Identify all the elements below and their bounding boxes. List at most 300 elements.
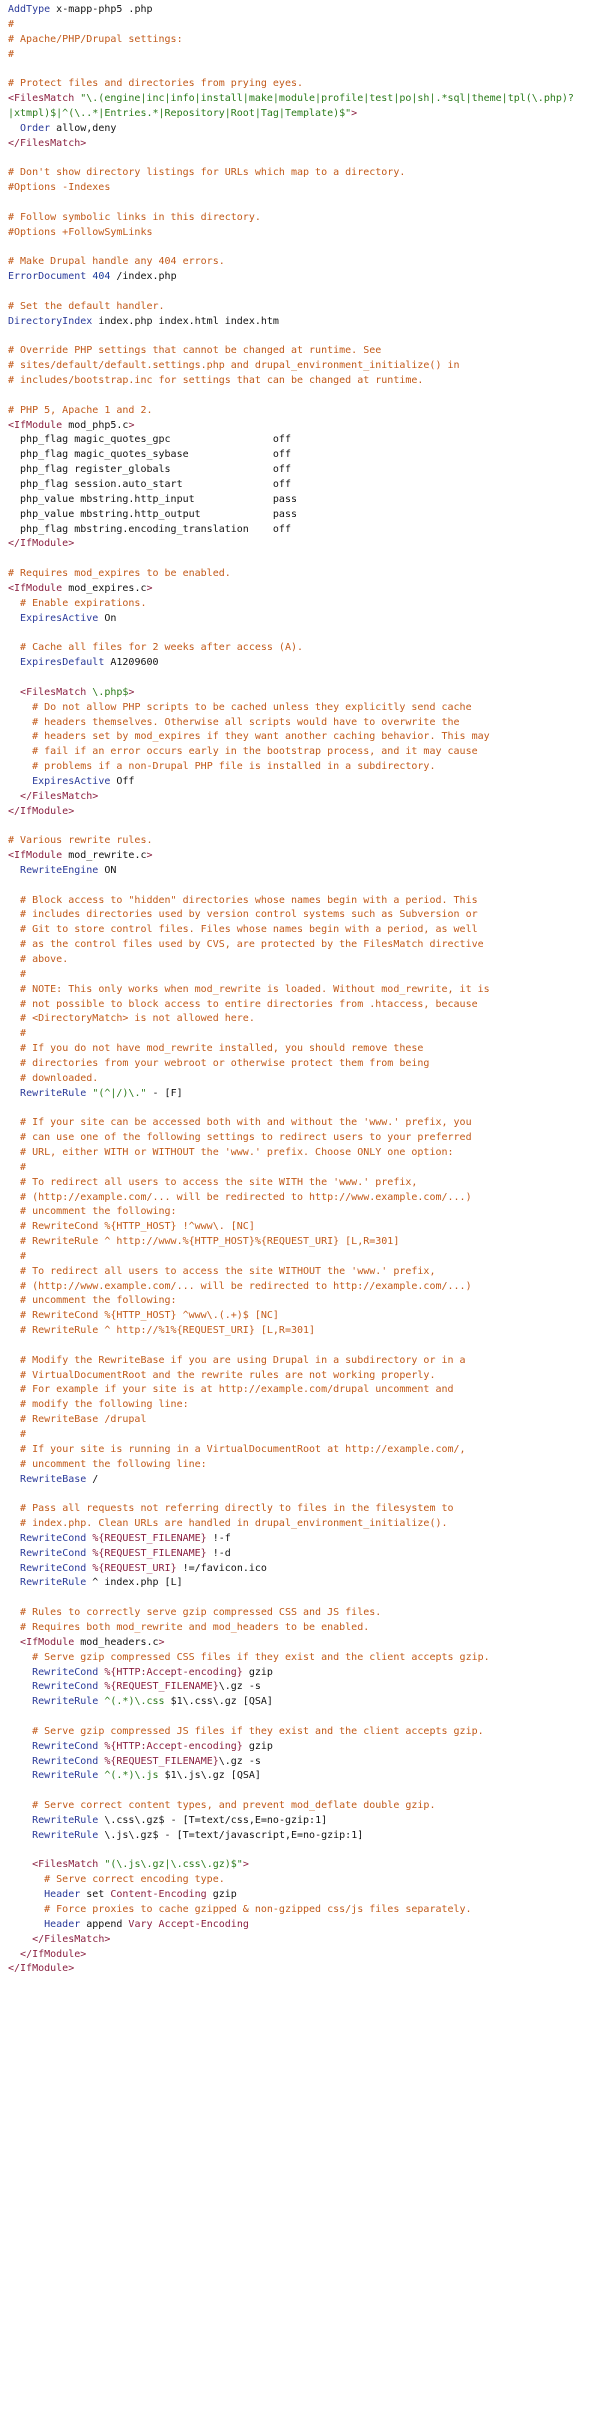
code-tag: > <box>128 686 135 698</box>
code-text: \.css\.gz$ - [T=text/css,E=no-gzip:1] <box>98 1814 328 1826</box>
code-string: |xtmpl)$|^(\..*|Entries.*|Repository|Root|Tag|Template)$" <box>8 107 352 119</box>
code-comment: # sites/default/default.settings.php and drupal_environment_initialize() in <box>8 360 460 372</box>
code-line <box>8 433 600 448</box>
code-line <box>8 1695 600 1710</box>
code-directive: RewriteBase <box>20 1473 87 1485</box>
code-text <box>8 731 32 742</box>
code-line <box>8 1369 600 1384</box>
code-line <box>8 463 600 478</box>
code-comment: # Serve correct content types, and prevent mod_deflate double gzip. <box>32 1800 436 1812</box>
code-line <box>8 1769 600 1784</box>
code-tag: <IfModule <box>8 419 69 431</box>
code-line <box>8 196 600 211</box>
code-text <box>8 1073 20 1084</box>
code-text <box>8 1474 20 1485</box>
code-comment: # fail if an error occurs early in the bootstrap process, and it may cause <box>32 746 478 758</box>
code-text: append <box>80 1918 129 1930</box>
code-text <box>8 1607 20 1618</box>
code-text <box>8 939 20 950</box>
code-line <box>8 1740 600 1755</box>
code-text: !=/favicon.ico <box>176 1562 267 1574</box>
code-tag: </IfModule> <box>8 538 75 550</box>
code-comment: # PHP 5, Apache 1 and 2. <box>8 404 153 416</box>
code-directive: ExpiresActive <box>20 612 99 624</box>
code-tag: <FilesMatch <box>20 686 93 698</box>
code-line <box>8 1235 600 1250</box>
code-text <box>8 1934 32 1945</box>
code-line <box>8 1309 600 1324</box>
code-text <box>8 1548 20 1559</box>
code-comment: # includes directories used by version control systems such as Subversion or <box>20 909 478 921</box>
code-comment: # Various rewrite rules. <box>8 835 153 847</box>
code-line <box>8 1903 600 1918</box>
code-line <box>8 1265 600 1280</box>
code-directive: ErrorDocument <box>8 271 87 283</box>
code-line <box>8 1814 600 1829</box>
code-tag: > <box>128 419 135 431</box>
code-line <box>8 77 600 92</box>
code-comment: #Options +FollowSymLinks <box>8 226 153 238</box>
code-text <box>8 1874 44 1885</box>
code-text <box>8 1192 20 1203</box>
code-line <box>8 1116 600 1131</box>
code-line <box>8 775 600 790</box>
code-line <box>8 1680 600 1695</box>
code-line <box>8 404 600 419</box>
code-line <box>8 1962 600 1977</box>
code-text <box>8 1904 44 1915</box>
code-comment: # RewriteCond %{HTTP_HOST} !^www\. [NC] <box>20 1221 255 1233</box>
code-tag: > <box>242 1859 249 1871</box>
code-comment: # (http://example.com/... will be redirected to http://www.example.com/...) <box>20 1191 472 1203</box>
code-text <box>8 1518 20 1529</box>
code-text: php_flag session.auto_start off <box>8 479 291 490</box>
code-line <box>8 330 600 345</box>
code-text: gzip <box>206 1889 237 1901</box>
code-comment: # Enable expirations. <box>20 597 147 609</box>
code-directive: RewriteCond <box>32 1666 99 1678</box>
code-line <box>8 597 600 612</box>
code-line <box>8 1651 600 1666</box>
code-text: $1\.js\.gz [QSA] <box>158 1770 261 1782</box>
code-line <box>8 1012 600 1027</box>
code-line <box>8 1413 600 1428</box>
code-line <box>8 552 600 567</box>
code-directive: RewriteCond <box>20 1562 87 1574</box>
code-variable: %{REQUEST_FILENAME} <box>92 1547 207 1559</box>
code-line <box>8 1383 600 1398</box>
code-text: \.gz -s <box>218 1755 261 1767</box>
code-text <box>8 969 20 980</box>
code-variable: %{HTTP:Accept-encoding} <box>104 1666 243 1678</box>
code-text <box>8 1800 32 1811</box>
code-line <box>8 612 600 627</box>
code-tag: </IfModule> <box>8 1963 75 1975</box>
code-comment: # above. <box>20 954 69 965</box>
code-line <box>8 849 600 864</box>
code-line <box>8 285 600 300</box>
code-comment: # <box>20 1028 27 1040</box>
code-line <box>8 270 600 285</box>
code-text <box>8 1741 32 1752</box>
code-comment: # (http://www.example.com/... will be redirected to http://example.com/...) <box>20 1280 472 1292</box>
code-comment: # Do not allow PHP scripts to be cached unless they explicitly send cache <box>32 701 472 713</box>
code-line <box>8 1473 600 1488</box>
code-comment: # uncomment the following: <box>20 1206 177 1218</box>
code-line <box>8 1710 600 1725</box>
code-text: mod_expires.c <box>68 582 147 594</box>
code-comment: # Serve correct encoding type. <box>44 1874 225 1886</box>
code-text <box>8 1384 20 1395</box>
code-comment: # Serve gzip compressed CSS files if they exist and the client accepts gzip. <box>32 1651 490 1663</box>
code-line <box>8 523 600 538</box>
code-line <box>8 1087 600 1102</box>
code-line <box>8 730 600 745</box>
code-text <box>8 1177 20 1188</box>
code-text <box>8 1681 32 1692</box>
code-comment: # To redirect all users to access the site WITHOUT the 'www.' prefix, <box>20 1265 436 1277</box>
code-line <box>8 33 600 48</box>
code-line <box>8 834 600 849</box>
code-comment: # includes/bootstrap.inc for settings that can be changed at runtime. <box>8 375 424 387</box>
code-text: ^ index.php [L] <box>86 1577 183 1589</box>
code-text <box>8 1696 32 1707</box>
code-line <box>8 1354 600 1369</box>
code-text <box>8 598 20 609</box>
code-text: php_value mbstring.http_output pass <box>8 508 297 520</box>
code-comment: # Force proxies to cache gzipped & non-gzipped css/js files separately. <box>44 1904 472 1915</box>
code-line <box>8 953 600 968</box>
code-directive: Order <box>20 122 51 134</box>
code-line <box>8 1176 600 1191</box>
code-text: ON <box>98 864 117 876</box>
code-comment: # Override PHP settings that cannot be changed at runtime. See <box>8 345 382 357</box>
code-comment: # as the control files used by CVS, are protected by the FilesMatch directive <box>20 939 484 951</box>
code-comment: # problems if a non-Drupal PHP file is installed in a subdirectory. <box>32 761 436 773</box>
code-line <box>8 1636 600 1651</box>
code-text <box>8 1667 32 1678</box>
code-text <box>8 123 20 134</box>
code-line <box>8 671 600 686</box>
code-text <box>8 1355 20 1366</box>
code-comment: # Apache/PHP/Drupal settings: <box>8 33 183 45</box>
code-line <box>8 760 600 775</box>
code-line <box>8 1057 600 1072</box>
code-line <box>8 1398 600 1413</box>
code-line <box>8 879 600 894</box>
code-line <box>8 1532 600 1547</box>
code-tag: </FilesMatch> <box>20 790 99 802</box>
code-line <box>8 864 600 879</box>
code-line <box>8 626 600 641</box>
code-comment: # directories from your webroot or otherwise protect them from being <box>20 1057 430 1069</box>
code-line <box>8 1948 600 1963</box>
code-directive: RewriteRule <box>32 1829 99 1841</box>
code-text <box>8 1459 20 1470</box>
code-text <box>8 1013 20 1024</box>
code-text <box>8 1756 32 1767</box>
code-comment: # For example if your site is at http://example.com/drupal uncomment and <box>20 1384 454 1396</box>
code-line <box>8 18 600 33</box>
code-line <box>8 226 600 241</box>
code-variable: Accept-Encoding <box>158 1918 249 1930</box>
code-comment: # modify the following line: <box>20 1399 189 1411</box>
code-text <box>8 1919 44 1930</box>
code-comment: # Protect files and directories from prying eyes. <box>8 78 304 90</box>
code-text <box>8 1266 20 1277</box>
code-comment: # Make Drupal handle any 404 errors. <box>8 256 225 268</box>
code-text: \.gz -s <box>218 1681 261 1693</box>
code-directive: ExpiresDefault <box>20 657 105 669</box>
code-tag: <IfModule <box>8 582 69 594</box>
code-text: php_flag magic_quotes_sybase off <box>8 449 291 461</box>
code-comment: #Options -Indexes <box>8 182 111 194</box>
code-line <box>8 582 600 597</box>
code-text <box>8 1533 20 1544</box>
code-line <box>8 1428 600 1443</box>
code-line <box>8 1829 600 1844</box>
code-text: On <box>98 612 117 624</box>
code-variable: %{REQUEST_FILENAME} <box>104 1681 219 1693</box>
code-directive: Header <box>44 1918 81 1930</box>
code-comment: # headers set by mod_expires if they want another caching behavior. This may <box>32 731 490 743</box>
code-comment: # <box>20 1250 27 1262</box>
code-text <box>8 1162 20 1173</box>
code-text <box>8 1577 20 1588</box>
code-text <box>8 761 32 772</box>
code-line <box>8 62 600 77</box>
code-text <box>8 1726 32 1737</box>
code-comment: # <box>8 48 15 60</box>
code-text <box>8 1622 20 1633</box>
code-line <box>8 107 600 122</box>
code-text <box>8 776 32 787</box>
code-line <box>8 1072 600 1087</box>
code-comment: # can use one of the following settings to redirect users to your preferred <box>20 1132 472 1144</box>
code-text: gzip <box>242 1666 273 1678</box>
code-line <box>8 1858 600 1873</box>
code-variable: %{REQUEST_FILENAME} <box>104 1755 219 1767</box>
code-line <box>8 790 600 805</box>
code-directive: RewriteRule <box>32 1770 99 1782</box>
code-directive: RewriteRule <box>32 1696 99 1708</box>
code-text: php_flag mbstring.encoding_translation off <box>8 523 291 535</box>
code-directive: DirectoryIndex <box>8 315 93 327</box>
code-text <box>8 1281 20 1292</box>
code-text <box>8 1503 20 1514</box>
code-text <box>8 1859 32 1870</box>
code-comment: # uncomment the following: <box>20 1295 177 1307</box>
code-text <box>8 1043 20 1054</box>
code-line <box>8 656 600 671</box>
code-line <box>8 1576 600 1591</box>
code-comment: # <DirectoryMatch> is not allowed here. <box>20 1013 255 1025</box>
code-line <box>8 1042 600 1057</box>
code-text: x-mapp-php5 .php <box>50 4 153 15</box>
code-text <box>8 1206 20 1217</box>
code-text: \.js\.gz$ - [T=text/javascript,E=no-gzip:1] <box>98 1829 364 1841</box>
code-text <box>8 1310 20 1321</box>
code-text <box>8 1399 20 1410</box>
code-text: !-f <box>206 1532 231 1544</box>
code-line <box>8 1502 600 1517</box>
code-text: / <box>86 1473 99 1485</box>
code-line <box>8 938 600 953</box>
code-comment: # RewriteBase /drupal <box>20 1414 147 1426</box>
code-text: set <box>80 1889 111 1901</box>
code-tag: </IfModule> <box>20 1948 87 1960</box>
code-line <box>8 137 600 152</box>
code-text <box>8 791 20 802</box>
code-comment: # RewriteRule ^ http://www.%{HTTP_HOST}%{REQUEST_URI} [L,R=301] <box>20 1236 400 1248</box>
code-tag: > <box>351 107 358 119</box>
code-comment: # headers themselves. Otherwise all scripts would have to overwrite the <box>32 716 460 728</box>
code-line <box>8 448 600 463</box>
code-directive: RewriteCond <box>32 1681 99 1693</box>
code-tag: <FilesMatch <box>8 93 81 105</box>
code-text <box>8 865 20 876</box>
code-line <box>8 537 600 552</box>
code-text: mod_headers.c <box>80 1636 159 1648</box>
code-line <box>8 1725 600 1740</box>
code-line <box>8 1844 600 1859</box>
code-line <box>8 1131 600 1146</box>
code-comment: # Modify the RewriteBase if you are using Drupal in a subdirectory or in a <box>20 1354 466 1366</box>
code-directive: RewriteCond <box>32 1755 99 1767</box>
code-line <box>8 1606 600 1621</box>
code-text <box>8 687 20 698</box>
code-line <box>8 908 600 923</box>
code-comment: # Follow symbolic links in this directory. <box>8 211 261 223</box>
code-text: php_flag register_globals off <box>8 464 291 476</box>
code-text <box>8 954 20 965</box>
code-text <box>8 1429 20 1440</box>
code-directive: AddType <box>8 4 51 15</box>
code-text: allow,deny <box>50 122 117 134</box>
code-line <box>8 1161 600 1176</box>
code-comment: # <box>20 1161 27 1173</box>
code-tag: <IfModule <box>20 1636 81 1648</box>
code-line <box>8 716 600 731</box>
code-comment: # Rules to correctly serve gzip compressed CSS and JS files. <box>20 1607 382 1619</box>
code-text <box>8 1221 20 1232</box>
code-comment: # If your site is running in a VirtualDocumentRoot at http://example.com/, <box>20 1443 466 1455</box>
code-line <box>8 1487 600 1502</box>
code-string: \.php$ <box>92 686 129 698</box>
code-directive: RewriteRule <box>32 1814 99 1826</box>
code-string: "(\.js\.gz|\.css\.gz)$" <box>104 1859 243 1871</box>
code-comment: # uncomment the following line: <box>20 1458 207 1470</box>
code-line <box>8 1888 600 1903</box>
code-text <box>8 702 32 713</box>
code-text: /index.php <box>110 271 177 283</box>
code-tag: <FilesMatch <box>32 1859 105 1871</box>
code-line <box>8 300 600 315</box>
code-line <box>8 998 600 1013</box>
code-directive: ExpiresActive <box>32 775 111 787</box>
code-line <box>8 255 600 270</box>
code-text <box>8 1028 20 1039</box>
code-comment: # If your site can be accessed both with and without the 'www.' prefix, you <box>20 1117 472 1129</box>
code-directive: RewriteRule <box>20 1087 87 1099</box>
code-line <box>8 1205 600 1220</box>
code-tag: </IfModule> <box>8 805 75 817</box>
code-comment: # <box>8 18 15 30</box>
code-directive: RewriteCond <box>32 1740 99 1752</box>
code-comment: # not possible to block access to entire directories from .htaccess, because <box>20 998 478 1010</box>
code-text <box>8 642 20 653</box>
code-variable: %{HTTP:Accept-encoding} <box>104 1740 243 1752</box>
code-line <box>8 1101 600 1116</box>
code-line <box>8 241 600 256</box>
code-text: mod_php5.c <box>68 419 129 431</box>
code-comment: # Set the default handler. <box>8 300 165 312</box>
code-text: - [F] <box>146 1087 183 1099</box>
code-text <box>8 1444 20 1455</box>
code-comment: # <box>20 968 27 980</box>
code-comment: # Pass all requests not referring directly to files in the filesystem to <box>20 1503 454 1515</box>
code-text: mod_rewrite.c <box>68 850 147 862</box>
code-text <box>8 1058 20 1069</box>
code-line <box>8 1621 600 1636</box>
code-text: gzip <box>242 1740 273 1752</box>
code-string: "(^|/)\." <box>92 1087 147 1099</box>
code-text <box>8 1295 20 1306</box>
code-line <box>8 151 600 166</box>
code-tag: </FilesMatch> <box>8 137 87 149</box>
code-comment: # VirtualDocumentRoot and the rewrite rules are not working properly. <box>20 1369 436 1381</box>
code-comment: # downloaded. <box>20 1072 99 1084</box>
code-text <box>8 984 20 995</box>
code-comment: # RewriteCond %{HTTP_HOST} ^www\.(.+)$ [NC] <box>20 1310 279 1322</box>
code-comment: # index.php. Clean URLs are handled in drupal_environment_initialize(). <box>20 1518 448 1530</box>
code-line <box>8 1146 600 1161</box>
code-text <box>8 1414 20 1425</box>
code-line <box>8 1324 600 1339</box>
code-tag: > <box>146 850 153 862</box>
code-line <box>8 1458 600 1473</box>
code-comment: # If you do not have mod_rewrite installed, you should remove these <box>20 1043 424 1055</box>
code-text <box>8 1147 20 1158</box>
code-line <box>8 1191 600 1206</box>
code-text <box>8 717 32 728</box>
code-tag: <IfModule <box>8 850 69 862</box>
code-text: Off <box>110 775 135 787</box>
code-directive: Header <box>44 1889 81 1901</box>
code-line <box>8 1933 600 1948</box>
code-text <box>8 657 20 668</box>
code-tag: > <box>146 582 153 594</box>
code-line <box>8 166 600 181</box>
code-line <box>8 1339 600 1354</box>
code-line <box>8 493 600 508</box>
code-string: ^(.*)\.js <box>104 1770 159 1782</box>
code-directive: RewriteEngine <box>20 864 99 876</box>
code-comment: # To redirect all users to access the site WITH the 'www.' prefix, <box>20 1176 418 1188</box>
code-text: A1209600 <box>104 657 159 669</box>
code-string: "\.(engine|inc|info|install|make|module|profile|test|po|sh|.*sql|theme|tpl(\.php)? <box>80 93 574 105</box>
code-line <box>8 1280 600 1295</box>
code-comment: # Git to store control files. Files whose names begin with a period, as well <box>20 924 478 936</box>
code-line <box>8 1591 600 1606</box>
code-variable: %{REQUEST_URI} <box>92 1562 177 1574</box>
code-line <box>8 389 600 404</box>
code-text <box>8 1117 20 1128</box>
code-line <box>8 48 600 63</box>
code-line <box>8 701 600 716</box>
code-text <box>8 1652 32 1663</box>
code-comment: # Requires mod_expires to be enabled. <box>8 568 231 580</box>
